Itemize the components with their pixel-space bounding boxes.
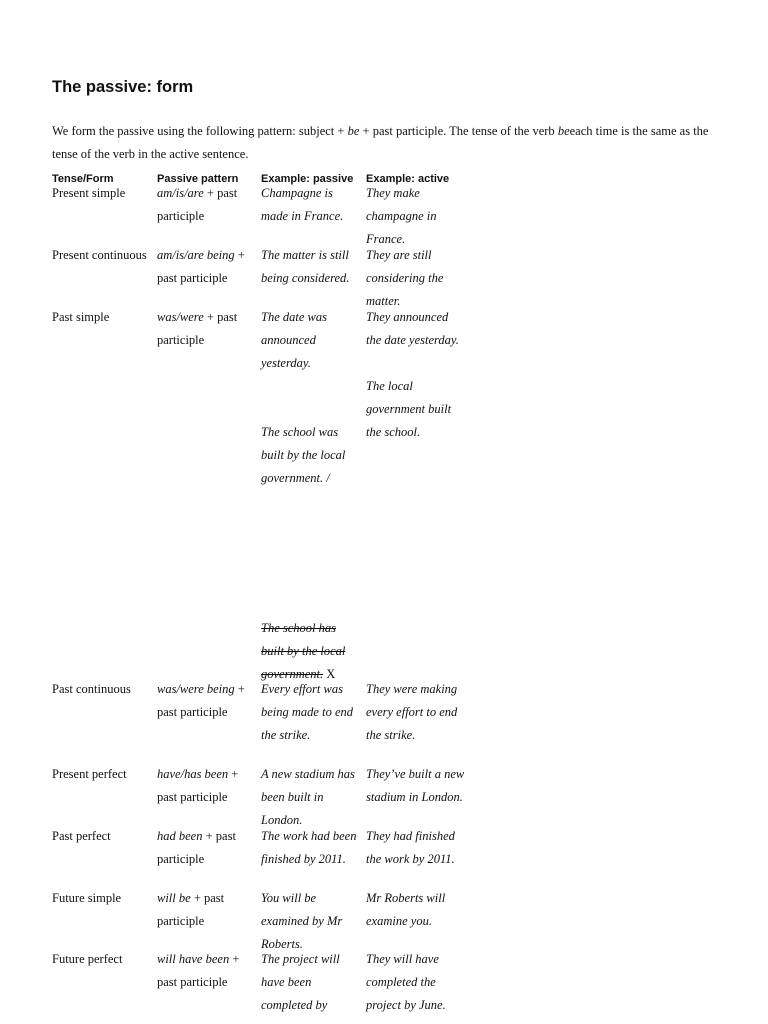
strikethrough-wrong-example: The school has built by the local government.: [261, 621, 346, 681]
row-past-simple-passive-wrong: [261, 617, 361, 686]
row-past-perfect-pattern: [157, 825, 257, 871]
row-present-continuous-active: They are still considering the matter.: [366, 248, 444, 308]
pattern-italic: will be: [157, 891, 191, 905]
row-future-simple-tense: Future simple: [52, 891, 122, 905]
row-past-simple-passive-2: The school was built by the local government. /: [261, 425, 346, 485]
pattern-italic: was/were: [157, 310, 204, 324]
row-present-simple-active: They make champagne in France.: [366, 186, 437, 246]
pattern-italic: have/has been: [157, 767, 229, 781]
row-present-continuous-pattern: [157, 244, 257, 290]
pattern-rest: + past participle: [157, 186, 238, 223]
row-past-continuous-tense: Past continuous: [52, 682, 131, 696]
row-future-simple-active: Mr Roberts will examine you.: [366, 891, 446, 928]
pattern-rest: + past participle: [157, 891, 225, 928]
row-present-continuous-passive: The matter is still being considered.: [261, 248, 350, 285]
column-header-passive: Example: passive: [261, 173, 354, 185]
column-header-tense: Tense/Form: [52, 173, 114, 185]
pattern-rest: + past participle: [157, 952, 240, 989]
row-future-perfect-tense: Future perfect: [52, 952, 123, 966]
row-present-simple-passive: Champagne is made in France.: [261, 186, 344, 223]
row-past-perfect-active: They had finished the work by 2011.: [366, 829, 455, 866]
row-present-perfect-active: They’ve built a new stadium in London.: [366, 767, 465, 804]
intro-be-2: be: [557, 124, 570, 138]
row-past-continuous-passive: Every effort was being made to end the strike.: [261, 682, 353, 742]
wrong-mark: X: [323, 667, 336, 681]
row-present-simple-tense: Present simple: [52, 186, 126, 200]
column-header-active: Example: active: [366, 173, 450, 185]
row-past-simple-active-2: The local government built the school.: [366, 379, 452, 439]
row-present-perfect-pattern: [157, 763, 257, 809]
pattern-italic: had been: [157, 829, 203, 843]
row-past-simple-active: They announced the date yesterday.: [366, 310, 459, 347]
intro-paragraph: [52, 120, 712, 166]
intro-text-1: We form the passive using the following pattern: subject +: [52, 124, 348, 138]
pattern-rest: + past participle: [157, 829, 236, 866]
row-past-simple-pattern: [157, 306, 257, 352]
row-future-perfect-passive: The project will have been completed by: [261, 952, 340, 1012]
intro-text-2: + past participle. The tense of the verb: [359, 124, 558, 138]
row-past-perfect-passive: The work had been finished by 2011.: [261, 829, 357, 866]
row-present-continuous-tense: Present continuous: [52, 248, 147, 262]
row-future-perfect-active: They will have completed the project by June.: [366, 952, 446, 1012]
pattern-italic: am/is/are: [157, 186, 204, 200]
column-header-pattern: Passive pattern: [157, 173, 239, 185]
pattern-rest: + past participle: [157, 248, 245, 285]
row-present-perfect-passive: A new stadium has been built in London.: [261, 767, 355, 827]
pattern-italic: am/is/are being: [157, 248, 235, 262]
row-past-perfect-tense: Past perfect: [52, 829, 111, 843]
row-past-simple-passive: The date was announced yesterday.: [261, 310, 327, 370]
pattern-italic: will have been: [157, 952, 230, 966]
row-future-simple-pattern: [157, 887, 257, 933]
pattern-rest: + past participle: [157, 310, 238, 347]
page-title: The passive: form: [52, 78, 194, 96]
intro-be-1: be: [347, 124, 360, 138]
row-past-continuous-active: They were making every effort to end the strike.: [366, 682, 458, 742]
row-past-continuous-pattern: [157, 678, 257, 724]
row-present-simple-pattern: [157, 182, 257, 228]
row-past-simple-tense: Past simple: [52, 310, 110, 324]
row-present-perfect-tense: Present perfect: [52, 767, 127, 781]
pattern-rest: + past participle: [157, 682, 245, 719]
row-future-simple-passive: You will be examined by Mr Roberts.: [261, 891, 343, 951]
row-future-perfect-pattern: [157, 948, 257, 994]
pattern-rest: + past participle: [157, 767, 239, 804]
intro-text-3: each time is the same as the tense of the verb in the active sentence.: [52, 124, 709, 161]
pattern-italic: was/were being: [157, 682, 235, 696]
